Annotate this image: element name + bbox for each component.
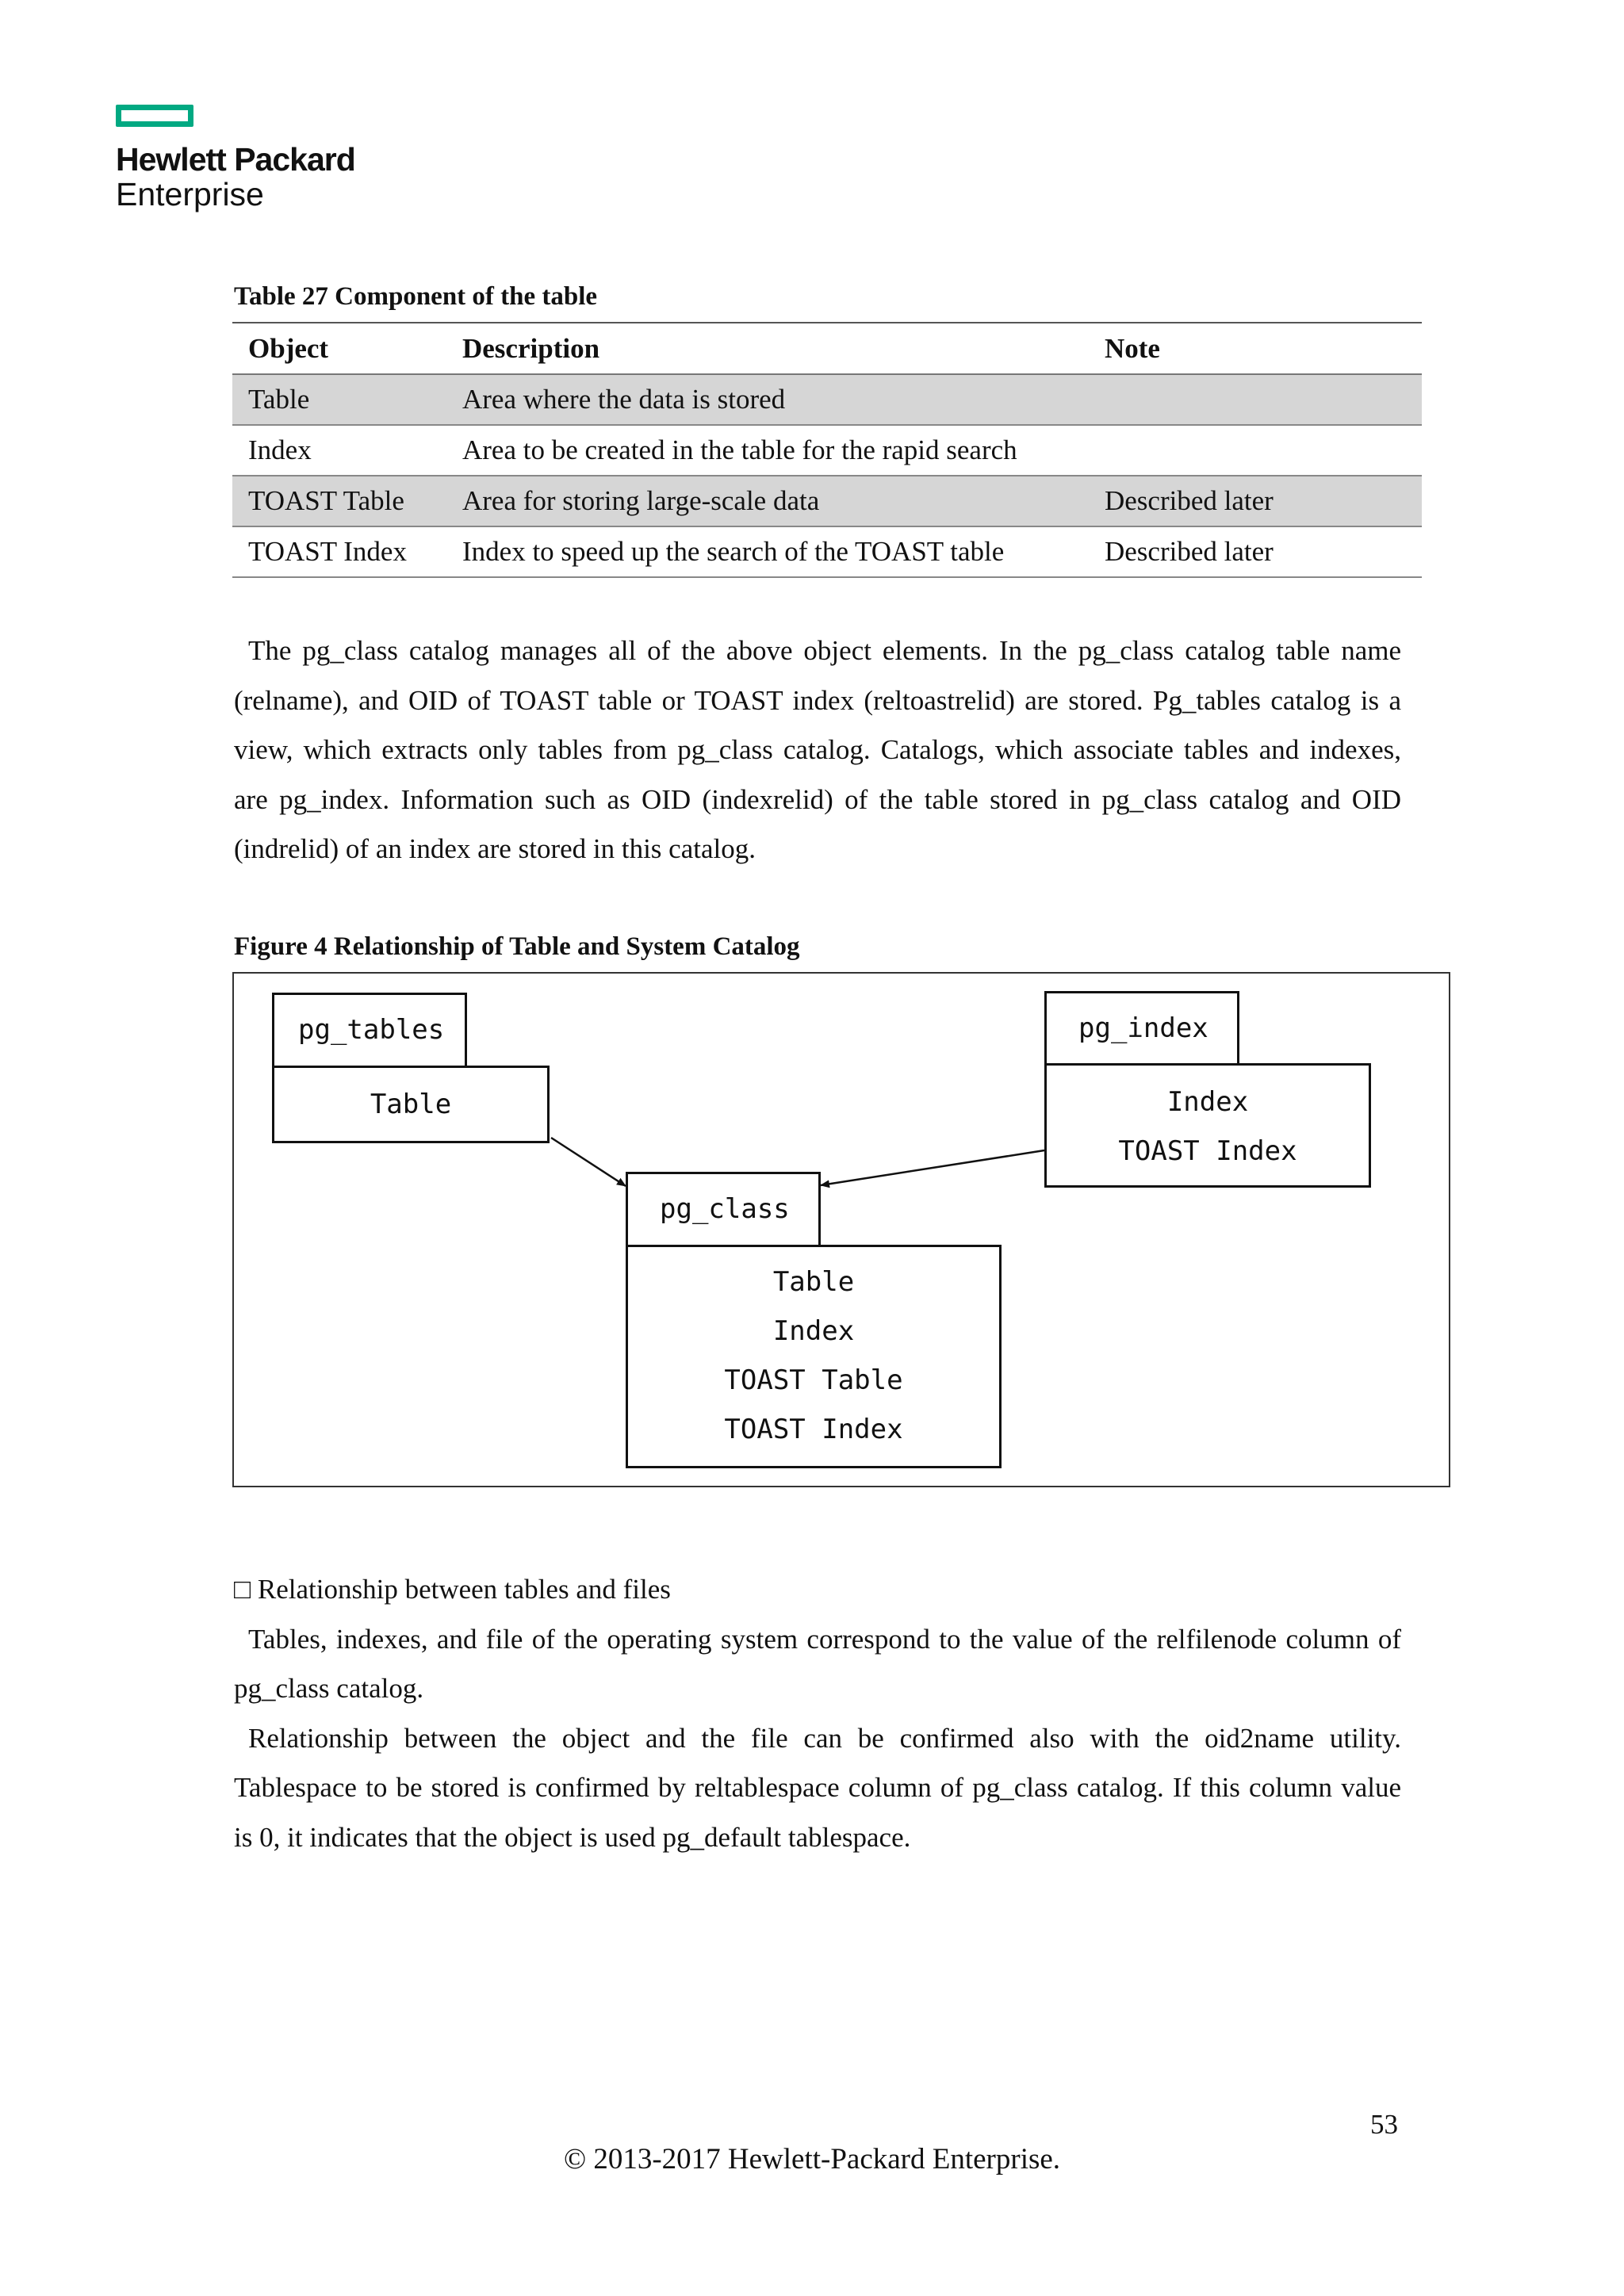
arrow-pg-tables-to-pg-class xyxy=(551,1138,626,1186)
arrow-pg-index-to-pg-class xyxy=(821,1150,1044,1185)
catalog-relationship-diagram xyxy=(232,972,1450,1487)
logo-text-line1: Hewlett Packard xyxy=(116,141,355,178)
pg-class-item: TOAST Table xyxy=(724,1364,903,1396)
paragraph-line: Relationship between the object and the file can be confirmed also with the oid2name utility. xyxy=(248,1722,1401,1754)
cell-description: Area to be created in the table for the rapid search xyxy=(446,425,1089,476)
cell-object: Table xyxy=(232,374,446,425)
component-table xyxy=(232,322,1422,578)
cell-description: Index to speed up the search of the TOAST table xyxy=(446,526,1089,577)
column-header-description: Description xyxy=(446,323,1089,374)
cell-object: Index xyxy=(232,425,446,476)
pg-tables-label: pg_tables xyxy=(298,1014,445,1046)
pg-index-item: Index xyxy=(1166,1086,1249,1118)
paragraph-catalog xyxy=(234,626,1401,874)
table-row xyxy=(232,476,1422,526)
cell-note: Described later xyxy=(1089,526,1422,577)
paragraph-line: The pg_class catalog manages all of the above object elements. In the pg_class catalog table name xyxy=(248,635,1401,666)
column-header-note: Note xyxy=(1089,323,1422,374)
pg-class-item: Index xyxy=(772,1315,855,1347)
section-tables-files xyxy=(234,1565,1401,1862)
copyright: © 2013-2017 Hewlett-Packard Enterprise. xyxy=(563,2143,1061,2175)
pg-index-label: pg_index xyxy=(1078,1012,1208,1044)
table-row xyxy=(232,425,1422,476)
cell-object: TOAST Index xyxy=(232,526,446,577)
cell-note xyxy=(1089,425,1422,476)
paragraph-line: (relname), and OID of TOAST table or TOAST index (reltoastrelid) are stored. Pg_tables catalog is a xyxy=(234,684,1401,716)
paragraph-line: (indrelid) of an index are stored in this catalog. xyxy=(234,833,756,864)
paragraph-line: are pg_index. Information such as OID (indexrelid) of the table stored in pg_class catalog and OID xyxy=(234,783,1401,815)
pg-class-label: pg_class xyxy=(660,1193,790,1225)
paragraph-line: Tablespace to be stored is confirmed by reltablespace column of pg_class catalog. If this column value xyxy=(234,1772,1401,1803)
cell-note xyxy=(1089,374,1422,425)
figure-caption: Figure 4 Relationship of Table and System Catalog xyxy=(234,932,800,961)
paragraph-line: pg_class catalog. xyxy=(234,1673,424,1704)
section-heading: □ Relationship between tables and files xyxy=(234,1574,671,1605)
pg-class-item: Table xyxy=(772,1266,855,1298)
cell-description: Area where the data is stored xyxy=(446,374,1089,425)
pg-tables-item: Table xyxy=(370,1089,452,1120)
logo-text-line2: Enterprise xyxy=(116,176,264,212)
paragraph-line: Tables, indexes, and file of the operating system correspond to the value of the relfilenode column of xyxy=(248,1623,1401,1655)
page-number: 53 xyxy=(1370,2109,1398,2140)
diagram-arrows xyxy=(234,974,1449,1486)
cell-note: Described later xyxy=(1089,476,1422,526)
pg-index-item: TOAST Index xyxy=(1118,1135,1297,1167)
paragraph-line: view, which extracts only tables from pg_class catalog. Catalogs, which associate tables and indexes, xyxy=(234,734,1401,765)
table-header-row xyxy=(232,323,1422,374)
cell-description: Area for storing large-scale data xyxy=(446,476,1089,526)
table-row xyxy=(232,526,1422,577)
paragraph-line: is 0, it indicates that the object is used pg_default tablespace. xyxy=(234,1821,911,1853)
table-row xyxy=(232,374,1422,425)
column-header-object: Object xyxy=(232,323,446,374)
cell-object: TOAST Table xyxy=(232,476,446,526)
table-caption: Table 27 Component of the table xyxy=(234,282,598,311)
pg-class-item: TOAST Index xyxy=(724,1414,903,1445)
logo-mark xyxy=(116,105,193,127)
